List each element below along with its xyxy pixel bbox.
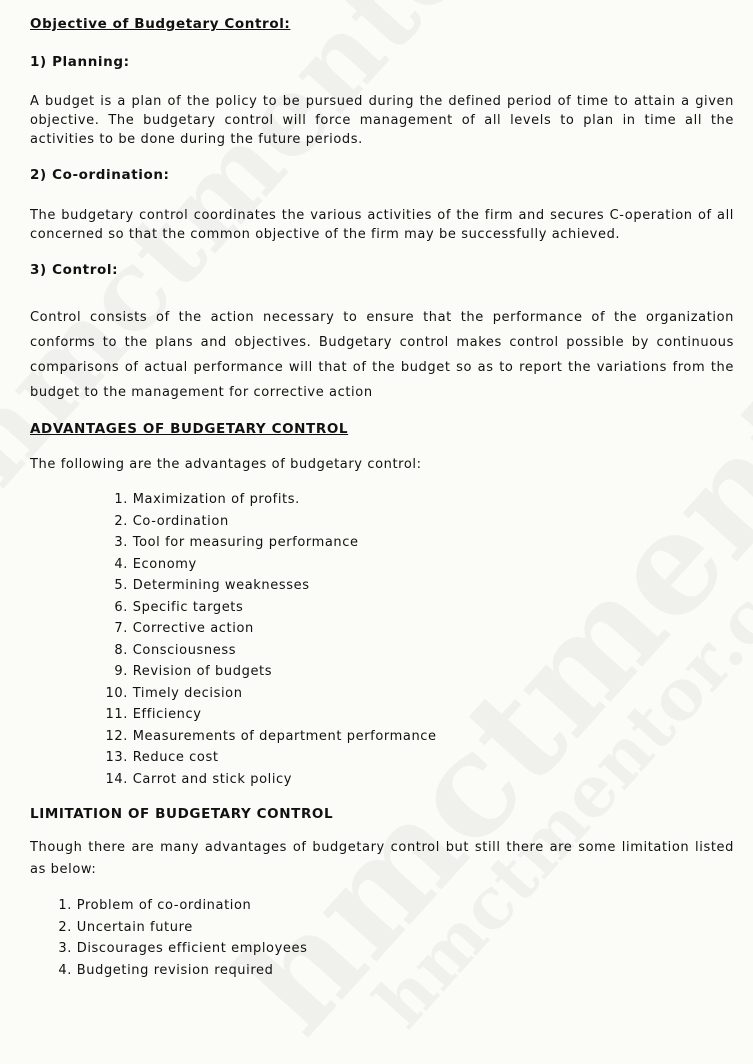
- list-item: [100, 511, 437, 533]
- item-number: 1.: [58, 898, 72, 913]
- item-number: 2.: [58, 919, 72, 935]
- item-number: 7.: [114, 621, 128, 636]
- coordination-heading: 2) Co-ordination:: [30, 167, 170, 183]
- item-text: Specific targets: [132, 599, 244, 615]
- list-item: [100, 640, 437, 662]
- item-number: 3.: [114, 535, 128, 550]
- advantages-title: ADVANTAGES OF BUDGETARY CONTROL: [30, 421, 349, 437]
- list-item: [100, 532, 437, 554]
- item-text: Efficiency: [132, 707, 202, 722]
- limitations-intro: Though there are many advantages of budgetary control but still there are some limitation listed as below:: [30, 840, 734, 877]
- item-number: 3.: [58, 941, 72, 956]
- list-item: [100, 575, 437, 597]
- item-text: Measurements of department performance: [132, 728, 437, 744]
- list-item: [100, 661, 437, 683]
- advantages-list: [100, 489, 437, 790]
- list-item: [44, 960, 307, 982]
- list-item: [44, 917, 307, 939]
- item-number: 11.: [105, 707, 128, 722]
- item-number: 1.: [114, 492, 128, 507]
- list-item: [100, 489, 437, 511]
- objective-title: Objective of Budgetary Control:: [30, 16, 291, 32]
- item-text: Carrot and stick policy: [132, 771, 293, 787]
- item-text: Revision of budgets: [132, 664, 273, 679]
- item-number: 4.: [58, 962, 72, 978]
- item-number: 10.: [105, 685, 128, 701]
- item-text: Co-ordination: [132, 513, 229, 529]
- planning-heading: 1) Planning:: [30, 54, 130, 70]
- item-text: Maximization of profits.: [132, 492, 300, 507]
- list-item: [100, 618, 437, 640]
- item-text: Consciousness: [132, 642, 237, 658]
- list-item: [100, 597, 437, 619]
- control-text: Control consists of the action necessary to ensure that the performance of the organization conforms to the plans and objectives. Budgetary control makes control possible by continuous comparisons of actual performance will that of the budget so as to report the variations from the budget to the management for corrective action: [30, 310, 734, 400]
- item-number: 13.: [105, 750, 128, 765]
- item-text: Discourages efficient employees: [76, 941, 308, 956]
- item-number: 9.: [114, 664, 128, 679]
- list-item: [100, 683, 437, 705]
- item-text: Uncertain future: [76, 919, 193, 935]
- planning-text: A budget is a plan of the policy to be pursued during the defined period of time to attain a given objective. The budgetary control will force management of all levels to plan in time all the activities to be done during the future periods.: [30, 94, 734, 147]
- list-item: [100, 554, 437, 576]
- list-item: [44, 938, 307, 960]
- item-number: 8.: [114, 642, 128, 658]
- list-item: [100, 747, 437, 769]
- limitations-title: LIMITATION OF BUDGETARY CONTROL: [30, 806, 334, 822]
- list-item: [100, 726, 437, 748]
- item-text: Budgeting revision required: [76, 962, 274, 978]
- item-text: Reduce cost: [132, 750, 219, 765]
- item-number: 2.: [114, 513, 128, 529]
- control-heading: 3) Control:: [30, 262, 119, 278]
- item-text: Corrective action: [132, 621, 254, 636]
- coordination-text: The budgetary control coordinates the various activities of the firm and secures C-operation of all concerned so that the common objective of the firm may be successfully achieved.: [30, 208, 734, 242]
- item-number: 4.: [114, 556, 128, 572]
- item-text: Timely decision: [132, 685, 243, 701]
- item-text: Economy: [132, 556, 197, 572]
- item-number: 12.: [105, 728, 128, 744]
- list-item: [100, 704, 437, 726]
- item-text: Problem of co-ordination: [76, 898, 252, 913]
- item-text: Tool for measuring performance: [132, 535, 359, 550]
- item-number: 6.: [114, 599, 128, 615]
- item-text: Determining weaknesses: [132, 578, 310, 593]
- list-item: [44, 895, 307, 917]
- advantages-intro: The following are the advantages of budgetary control:: [30, 457, 422, 472]
- list-item: [100, 769, 437, 791]
- item-number: 14.: [105, 771, 128, 787]
- limitations-list: [44, 895, 307, 981]
- item-number: 5.: [114, 578, 128, 593]
